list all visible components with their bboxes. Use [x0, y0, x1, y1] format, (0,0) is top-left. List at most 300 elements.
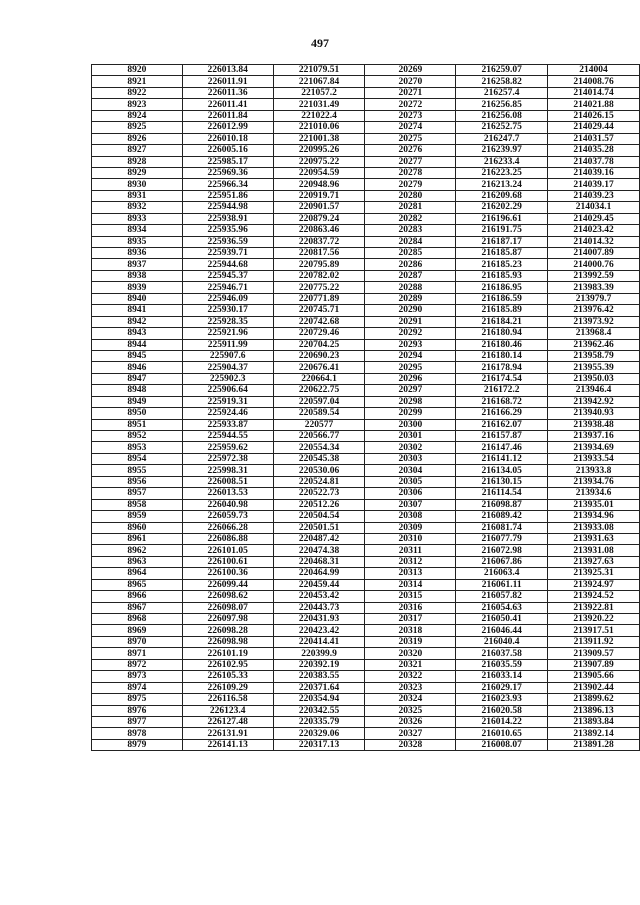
- table-cell: 220504.54: [273, 511, 365, 522]
- table-cell: 20316: [365, 602, 456, 613]
- table-cell: 213907.89: [548, 659, 640, 670]
- table-cell: 220775.22: [273, 282, 365, 293]
- table-cell: 216050.41: [456, 614, 548, 625]
- table-cell: 220948.96: [273, 179, 365, 190]
- table-cell: 213933.54: [548, 453, 640, 464]
- table-cell: 20307: [365, 499, 456, 510]
- table-cell: 220468.31: [273, 556, 365, 567]
- table-row: [92, 270, 640, 281]
- table-cell: 8950: [92, 408, 183, 419]
- table-row: [92, 716, 640, 727]
- table-cell: 216067.86: [456, 556, 548, 567]
- table-row: [92, 385, 640, 396]
- table-cell: 220995.26: [273, 145, 365, 156]
- table-cell: 8939: [92, 282, 183, 293]
- table-cell: 225944.55: [182, 431, 273, 442]
- table-cell: 8977: [92, 716, 183, 727]
- table-cell: 20278: [365, 167, 456, 178]
- table-cell: 8926: [92, 133, 183, 144]
- table-cell: 20304: [365, 465, 456, 476]
- table-cell: 20295: [365, 362, 456, 373]
- table-cell: 8973: [92, 671, 183, 682]
- table-cell: 216057.82: [456, 591, 548, 602]
- table-cell: 8925: [92, 122, 183, 133]
- table-row: [92, 213, 640, 224]
- table-cell: 226011.91: [182, 76, 273, 87]
- table-cell: 226101.05: [182, 545, 273, 556]
- table-cell: 220690.23: [273, 350, 365, 361]
- table-cell: 20294: [365, 350, 456, 361]
- table-cell: 8924: [92, 110, 183, 121]
- table-cell: 20277: [365, 156, 456, 167]
- table-cell: 216185.87: [456, 248, 548, 259]
- table-cell: 8960: [92, 522, 183, 533]
- table-cell: 20322: [365, 671, 456, 682]
- table-cell: 216054.63: [456, 602, 548, 613]
- table-cell: 226012.99: [182, 122, 273, 133]
- table-row: [92, 179, 640, 190]
- table-cell: 8967: [92, 602, 183, 613]
- table-cell: 220863.46: [273, 225, 365, 236]
- table-cell: 8936: [92, 248, 183, 259]
- table-cell: 20280: [365, 190, 456, 201]
- table-cell: 8963: [92, 556, 183, 567]
- table-row: [92, 705, 640, 716]
- table-row: [92, 499, 640, 510]
- table-cell: 226098.28: [182, 625, 273, 636]
- table-cell: 20311: [365, 545, 456, 556]
- table-cell: 225933.87: [182, 419, 273, 430]
- table-row: [92, 694, 640, 705]
- table-cell: 216172.2: [456, 385, 548, 396]
- table-cell: 20309: [365, 522, 456, 533]
- table-cell: 216258.82: [456, 76, 548, 87]
- table-cell: 226131.91: [182, 728, 273, 739]
- table-cell: 216166.29: [456, 408, 548, 419]
- table-cell: 226116.58: [182, 694, 273, 705]
- table-cell: 216072.98: [456, 545, 548, 556]
- table-cell: 216061.11: [456, 579, 548, 590]
- table-cell: 8972: [92, 659, 183, 670]
- table-row: [92, 476, 640, 487]
- table-cell: 8954: [92, 453, 183, 464]
- table-cell: 20305: [365, 476, 456, 487]
- table-cell: 8931: [92, 190, 183, 201]
- table-cell: 214039.23: [548, 190, 640, 201]
- table-cell: 20283: [365, 225, 456, 236]
- table-cell: 20312: [365, 556, 456, 567]
- table-cell: 221022.4: [273, 110, 365, 121]
- table-cell: 226101.19: [182, 648, 273, 659]
- table-cell: 20271: [365, 87, 456, 98]
- table-cell: 220530.06: [273, 465, 365, 476]
- table-cell: 220954.59: [273, 167, 365, 178]
- table-cell: 20274: [365, 122, 456, 133]
- table-cell: 8935: [92, 236, 183, 247]
- table-cell: 214021.88: [548, 99, 640, 110]
- table-cell: 213892.14: [548, 728, 640, 739]
- table-cell: 221010.06: [273, 122, 365, 133]
- table-cell: 8940: [92, 293, 183, 304]
- table-cell: 20273: [365, 110, 456, 121]
- table-cell: 220453.42: [273, 591, 365, 602]
- table-cell: 8942: [92, 316, 183, 327]
- table-cell: 220443.73: [273, 602, 365, 613]
- table-cell: 220901.57: [273, 202, 365, 213]
- table-row: [92, 453, 640, 464]
- table-cell: 216186.95: [456, 282, 548, 293]
- table-cell: 213983.39: [548, 282, 640, 293]
- table-cell: 220342.55: [273, 705, 365, 716]
- table-cell: 216077.79: [456, 533, 548, 544]
- table-cell: 213917.51: [548, 625, 640, 636]
- table-cell: 214031.57: [548, 133, 640, 144]
- table-row: [92, 282, 640, 293]
- table-row: [92, 511, 640, 522]
- table-cell: 226013.53: [182, 488, 273, 499]
- table-row: [92, 442, 640, 453]
- table-cell: 213896.13: [548, 705, 640, 716]
- table-cell: 216252.75: [456, 122, 548, 133]
- table-cell: 20328: [365, 739, 456, 750]
- table-cell: 8947: [92, 373, 183, 384]
- table-cell: 214037.78: [548, 156, 640, 167]
- table-cell: 220771.89: [273, 293, 365, 304]
- table-row: [92, 396, 640, 407]
- table-cell: 216033.14: [456, 671, 548, 682]
- table-cell: 221001.38: [273, 133, 365, 144]
- table-cell: 20288: [365, 282, 456, 293]
- table-row: [92, 488, 640, 499]
- table-cell: 20286: [365, 259, 456, 270]
- table-body: [92, 65, 640, 751]
- table-cell: 220554.34: [273, 442, 365, 453]
- table-row: [92, 293, 640, 304]
- table-cell: 213950.03: [548, 373, 640, 384]
- table-cell: 8956: [92, 476, 183, 487]
- table-cell: 220975.22: [273, 156, 365, 167]
- table-cell: 226086.88: [182, 533, 273, 544]
- table-cell: 220474.38: [273, 545, 365, 556]
- table-cell: 8941: [92, 305, 183, 316]
- table-row: [92, 65, 640, 76]
- table-cell: 225959.62: [182, 442, 273, 453]
- table-cell: 8978: [92, 728, 183, 739]
- table-cell: 216202.29: [456, 202, 548, 213]
- table-cell: 216020.58: [456, 705, 548, 716]
- table-cell: 20300: [365, 419, 456, 430]
- table-row: [92, 602, 640, 613]
- table-cell: 20284: [365, 236, 456, 247]
- table-cell: 226040.98: [182, 499, 273, 510]
- table-cell: 8979: [92, 739, 183, 750]
- table-cell: 216213.24: [456, 179, 548, 190]
- table-cell: 20318: [365, 625, 456, 636]
- table-cell: 8930: [92, 179, 183, 190]
- table-cell: 220704.25: [273, 339, 365, 350]
- table-row: [92, 167, 640, 178]
- table-cell: 20281: [365, 202, 456, 213]
- table-cell: 214039.16: [548, 167, 640, 178]
- table-cell: 226141.13: [182, 739, 273, 750]
- table-cell: 225946.09: [182, 293, 273, 304]
- table-cell: 216180.46: [456, 339, 548, 350]
- page-number: 497: [311, 36, 329, 50]
- table-cell: 226013.84: [182, 65, 273, 76]
- table-cell: 216014.22: [456, 716, 548, 727]
- table-cell: 225921.96: [182, 328, 273, 339]
- table-cell: 20270: [365, 76, 456, 87]
- table-cell: 220837.72: [273, 236, 365, 247]
- table-cell: 216063.4: [456, 568, 548, 579]
- table-cell: 213938.48: [548, 419, 640, 430]
- table-cell: 20323: [365, 682, 456, 693]
- table-cell: 8945: [92, 350, 183, 361]
- table-cell: 213968.4: [548, 328, 640, 339]
- table-cell: 8922: [92, 87, 183, 98]
- table-cell: 225951.86: [182, 190, 273, 201]
- table-cell: 226008.51: [182, 476, 273, 487]
- table-cell: 213902.44: [548, 682, 640, 693]
- table-cell: 221067.84: [273, 76, 365, 87]
- table-cell: 220522.73: [273, 488, 365, 499]
- table-cell: 225919.31: [182, 396, 273, 407]
- table-cell: 20290: [365, 305, 456, 316]
- table-cell: 8957: [92, 488, 183, 499]
- table-row: [92, 110, 640, 121]
- table-cell: 8944: [92, 339, 183, 350]
- table-cell: 20279: [365, 179, 456, 190]
- table-cell: 20321: [365, 659, 456, 670]
- table-cell: 216233.4: [456, 156, 548, 167]
- table-cell: 8951: [92, 419, 183, 430]
- table-cell: 8953: [92, 442, 183, 453]
- table-row: [92, 636, 640, 647]
- table-cell: 20291: [365, 316, 456, 327]
- table-cell: 225935.96: [182, 225, 273, 236]
- table-cell: 8970: [92, 636, 183, 647]
- table-cell: 216162.07: [456, 419, 548, 430]
- table-row: [92, 568, 640, 579]
- table-cell: 216223.25: [456, 167, 548, 178]
- table-cell: 216081.74: [456, 522, 548, 533]
- table-row: [92, 648, 640, 659]
- table-row: [92, 465, 640, 476]
- table-cell: 216180.94: [456, 328, 548, 339]
- table-cell: 213933.8: [548, 465, 640, 476]
- table-cell: 8965: [92, 579, 183, 590]
- table-cell: 216134.05: [456, 465, 548, 476]
- table-row: [92, 591, 640, 602]
- table-cell: 213925.31: [548, 568, 640, 579]
- table-cell: 220919.71: [273, 190, 365, 201]
- table-cell: 216178.94: [456, 362, 548, 373]
- table-cell: 226059.73: [182, 511, 273, 522]
- table-cell: 8948: [92, 385, 183, 396]
- table-cell: 8969: [92, 625, 183, 636]
- table-cell: 8933: [92, 213, 183, 224]
- table-cell: 220782.02: [273, 270, 365, 281]
- table-cell: 213958.79: [548, 350, 640, 361]
- table-cell: 214023.42: [548, 225, 640, 236]
- table-cell: 216089.42: [456, 511, 548, 522]
- table-cell: 8927: [92, 145, 183, 156]
- table-row: [92, 739, 640, 750]
- table-cell: 20289: [365, 293, 456, 304]
- table-cell: 213973.92: [548, 316, 640, 327]
- table-cell: 225904.37: [182, 362, 273, 373]
- table-cell: 225944.68: [182, 259, 273, 270]
- table-cell: 213976.42: [548, 305, 640, 316]
- table-cell: 213933.08: [548, 522, 640, 533]
- table-cell: 214034.1: [548, 202, 640, 213]
- table-cell: 220414.41: [273, 636, 365, 647]
- table-cell: 8923: [92, 99, 183, 110]
- table-cell: 8976: [92, 705, 183, 716]
- table-cell: 220487.42: [273, 533, 365, 544]
- table-cell: 225911.99: [182, 339, 273, 350]
- table-cell: 225906.64: [182, 385, 273, 396]
- table-row: [92, 248, 640, 259]
- table-cell: 216209.68: [456, 190, 548, 201]
- table-cell: 20302: [365, 442, 456, 453]
- table-cell: 213940.93: [548, 408, 640, 419]
- table-cell: 20285: [365, 248, 456, 259]
- table-cell: 213931.63: [548, 533, 640, 544]
- table-cell: 213893.84: [548, 716, 640, 727]
- table-cell: 20315: [365, 591, 456, 602]
- table-cell: 20303: [365, 453, 456, 464]
- table-cell: 216147.46: [456, 442, 548, 453]
- table-cell: 8929: [92, 167, 183, 178]
- table-row: [92, 156, 640, 167]
- table-cell: 20292: [365, 328, 456, 339]
- table-cell: 8943: [92, 328, 183, 339]
- table-row: [92, 614, 640, 625]
- table-row: [92, 682, 640, 693]
- table-row: [92, 122, 640, 133]
- table-row: [92, 339, 640, 350]
- table-cell: 220329.06: [273, 728, 365, 739]
- table-cell: 220383.55: [273, 671, 365, 682]
- table-cell: 221057.2: [273, 87, 365, 98]
- table-cell: 213946.4: [548, 385, 640, 396]
- table-cell: 216035.59: [456, 659, 548, 670]
- table-cell: 220745.71: [273, 305, 365, 316]
- table-cell: 225946.71: [182, 282, 273, 293]
- table-cell: 8920: [92, 65, 183, 76]
- table-cell: 20296: [365, 373, 456, 384]
- table-row: [92, 419, 640, 430]
- table-cell: 213934.76: [548, 476, 640, 487]
- table-cell: 8952: [92, 431, 183, 442]
- table-row: [92, 408, 640, 419]
- table-cell: 226100.36: [182, 568, 273, 579]
- table-cell: 220597.04: [273, 396, 365, 407]
- table-cell: 220566.77: [273, 431, 365, 442]
- table-cell: 220879.24: [273, 213, 365, 224]
- table-cell: 8921: [92, 76, 183, 87]
- table-cell: 226109.29: [182, 682, 273, 693]
- table-cell: 216256.85: [456, 99, 548, 110]
- table-cell: 20299: [365, 408, 456, 419]
- table-cell: 8937: [92, 259, 183, 270]
- table-cell: 213891.28: [548, 739, 640, 750]
- table-cell: 226098.98: [182, 636, 273, 647]
- table-cell: 216257.4: [456, 87, 548, 98]
- table-cell: 8934: [92, 225, 183, 236]
- table-row: [92, 373, 640, 384]
- table-cell: 226102.95: [182, 659, 273, 670]
- table-cell: 225936.59: [182, 236, 273, 247]
- table-cell: 216130.15: [456, 476, 548, 487]
- table-cell: 8959: [92, 511, 183, 522]
- table-row: [92, 133, 640, 144]
- table-row: [92, 87, 640, 98]
- table-cell: 220459.44: [273, 579, 365, 590]
- table-row: [92, 225, 640, 236]
- table-cell: 225902.3: [182, 373, 273, 384]
- table-cell: 213962.46: [548, 339, 640, 350]
- table-cell: 8975: [92, 694, 183, 705]
- table-cell: 213979.7: [548, 293, 640, 304]
- table-cell: 220317.13: [273, 739, 365, 750]
- table-cell: 220545.38: [273, 453, 365, 464]
- table-cell: 216023.93: [456, 694, 548, 705]
- table-cell: 213934.69: [548, 442, 640, 453]
- table-cell: 214000.76: [548, 259, 640, 270]
- table-cell: 20326: [365, 716, 456, 727]
- table-cell: 226100.61: [182, 556, 273, 567]
- table-cell: 220512.26: [273, 499, 365, 510]
- table-cell: 226098.62: [182, 591, 273, 602]
- table-cell: 216008.07: [456, 739, 548, 750]
- table-cell: 225939.71: [182, 248, 273, 259]
- table-cell: 8946: [92, 362, 183, 373]
- table-cell: 214014.74: [548, 87, 640, 98]
- table-cell: 20310: [365, 533, 456, 544]
- table-row: [92, 362, 640, 373]
- table-cell: 20293: [365, 339, 456, 350]
- table-cell: 20317: [365, 614, 456, 625]
- table-cell: 214008.76: [548, 76, 640, 87]
- table-cell: 213931.08: [548, 545, 640, 556]
- table-row: [92, 305, 640, 316]
- table-row: [92, 190, 640, 201]
- table-cell: 20282: [365, 213, 456, 224]
- table-cell: 216037.58: [456, 648, 548, 659]
- table-cell: 216191.75: [456, 225, 548, 236]
- table-cell: 8962: [92, 545, 183, 556]
- table-cell: 216247.7: [456, 133, 548, 144]
- table-cell: 20272: [365, 99, 456, 110]
- table-cell: 220817.56: [273, 248, 365, 259]
- table-row: [92, 316, 640, 327]
- table-row: [92, 556, 640, 567]
- table-cell: 225924.46: [182, 408, 273, 419]
- table-cell: 213942.92: [548, 396, 640, 407]
- table-cell: 216239.97: [456, 145, 548, 156]
- table-cell: 213909.57: [548, 648, 640, 659]
- table-cell: 220524.81: [273, 476, 365, 487]
- table-cell: 213934.6: [548, 488, 640, 499]
- table-cell: 220431.93: [273, 614, 365, 625]
- table-cell: 216040.4: [456, 636, 548, 647]
- table-cell: 213924.52: [548, 591, 640, 602]
- table-cell: 216114.54: [456, 488, 548, 499]
- table-row: [92, 350, 640, 361]
- table-cell: 213905.66: [548, 671, 640, 682]
